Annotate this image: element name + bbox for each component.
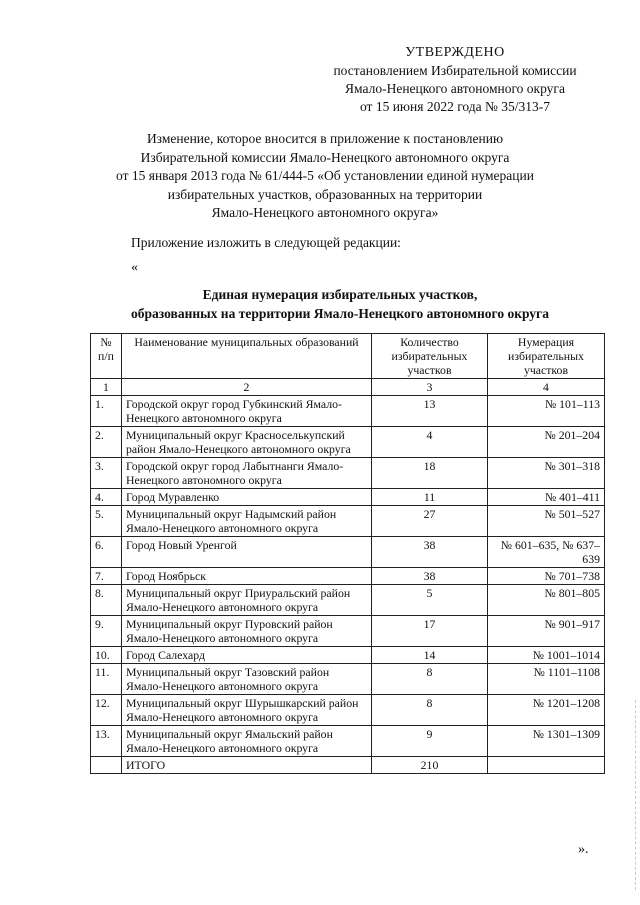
column-number: 1	[91, 379, 122, 396]
row-range: № 801–805	[488, 585, 605, 616]
table-row	[91, 537, 605, 568]
table-header-row	[91, 334, 605, 379]
row-name: Муниципальный округ Ямальский район Ямало-Ненецкого автономного округа	[122, 726, 372, 757]
total-label: ИТОГО	[122, 757, 372, 774]
row-range: № 601–635, № 637–639	[488, 537, 605, 568]
table-heading	[80, 285, 600, 323]
table-row	[91, 616, 605, 647]
change-line-4: избирательных участков, образованных на территории	[167, 186, 483, 202]
approval-line-3: от 15 июня 2022 года № 35/313-7	[359, 99, 550, 114]
table-row	[91, 489, 605, 506]
row-name: Муниципальный округ Шурышкарский район Ямало-Ненецкого автономного округа	[122, 695, 372, 726]
row-count: 27	[372, 506, 488, 537]
change-line-3: от 15 января 2013 года № 61/444-5 «Об установлении единой нумерации	[116, 168, 534, 183]
column-number: 3	[372, 379, 488, 396]
row-number: 10.	[91, 647, 122, 664]
row-range: № 1301–1309	[488, 726, 605, 757]
row-count: 38	[372, 568, 488, 585]
table-row	[91, 568, 605, 585]
table-row	[91, 427, 605, 458]
row-number: 7.	[91, 568, 122, 585]
row-range: № 201–204	[488, 427, 605, 458]
table-column-numbers-row	[91, 379, 605, 396]
approval-line-1: постановлением Избирательной комиссии	[333, 63, 577, 78]
scan-edge-line	[635, 700, 637, 890]
opening-quote: «	[131, 260, 138, 275]
row-name: Муниципальный округ Красноселькупский район Ямало-Ненецкого автономного округа	[122, 427, 372, 458]
table-row	[91, 664, 605, 695]
row-count: 17	[372, 616, 488, 647]
approval-line-2: Ямало-Ненецкого автономного округа	[345, 81, 565, 96]
row-number: 4.	[91, 489, 122, 506]
row-name: Муниципальный округ Пуровский район Ямало-Ненецкого автономного округа	[122, 616, 372, 647]
header-name: Наименование муниципальных образований	[122, 334, 372, 379]
row-number: 8.	[91, 585, 122, 616]
header-range: Нумерация избирательных участков	[488, 334, 605, 379]
row-range: № 701–738	[488, 568, 605, 585]
table-row	[91, 585, 605, 616]
change-title	[90, 130, 560, 223]
column-number: 4	[488, 379, 605, 396]
row-number: 2.	[91, 427, 122, 458]
row-name: Город Ноябрьск	[122, 568, 372, 585]
row-count: 14	[372, 647, 488, 664]
row-name: Городской округ город Губкинский Ямало-Ненецкого автономного округа	[122, 396, 372, 427]
row-count: 4	[372, 427, 488, 458]
precinct-table	[90, 333, 605, 774]
total-empty-cell	[91, 757, 122, 774]
row-number: 9.	[91, 616, 122, 647]
row-name: Муниципальный округ Надымский район Ямало-Ненецкого автономного округа	[122, 506, 372, 537]
row-range: № 401–411	[488, 489, 605, 506]
row-name: Городской округ город Лабытнанги Ямало-Ненецкого автономного округа	[122, 458, 372, 489]
heading-line-2: образованных на территории Ямало-Ненецкого автономного округа	[131, 306, 549, 321]
row-range: № 101–113	[488, 396, 605, 427]
row-number: 12.	[91, 695, 122, 726]
row-name: Город Муравленко	[122, 489, 372, 506]
row-count: 8	[372, 664, 488, 695]
table-row	[91, 695, 605, 726]
change-line-1: Изменение, которое вносится в приложение к постановлению	[146, 131, 504, 146]
total-empty-cell	[488, 757, 605, 774]
row-number: 1.	[91, 396, 122, 427]
column-number: 2	[122, 379, 372, 396]
row-name: Муниципальный округ Приуральский район Ямало-Ненецкого автономного округа	[122, 585, 372, 616]
row-range: № 501–527	[488, 506, 605, 537]
header-number: № п/п	[91, 334, 122, 379]
row-number: 5.	[91, 506, 122, 537]
row-count: 8	[372, 695, 488, 726]
row-range: № 301–318	[488, 458, 605, 489]
table-total-row	[91, 757, 605, 774]
row-number: 6.	[91, 537, 122, 568]
row-count: 18	[372, 458, 488, 489]
total-count: 210	[372, 757, 488, 774]
heading-line-1: Единая нумерация избирательных участков,	[202, 287, 478, 302]
closing-quote: ».	[578, 842, 589, 857]
change-line-2: Избирательной комиссии Ямало-Ненецкого автономного округа	[140, 149, 510, 165]
row-name: Город Салехард	[122, 647, 372, 664]
intro-text: Приложение изложить в следующей редакции:	[131, 235, 401, 250]
table-row	[91, 726, 605, 757]
row-range: № 1101–1108	[488, 664, 605, 695]
table-row	[91, 647, 605, 664]
approval-title: УТВЕРЖДЕНО	[405, 45, 505, 60]
row-name: Муниципальный округ Тазовский район Ямало-Ненецкого автономного округа	[122, 664, 372, 695]
row-number: 13.	[91, 726, 122, 757]
row-count: 38	[372, 537, 488, 568]
row-name: Город Новый Уренгой	[122, 537, 372, 568]
row-number: 11.	[91, 664, 122, 695]
row-count: 13	[372, 396, 488, 427]
table-row	[91, 506, 605, 537]
change-line-5: Ямало-Ненецкого автономного округа»	[211, 205, 439, 220]
row-count: 9	[372, 726, 488, 757]
row-range: № 1201–1208	[488, 695, 605, 726]
table-row	[91, 396, 605, 427]
table-row	[91, 458, 605, 489]
header-count: Количество избирательных участков	[372, 334, 488, 379]
row-number: 3.	[91, 458, 122, 489]
row-count: 5	[372, 585, 488, 616]
approval-block	[300, 44, 610, 116]
row-count: 11	[372, 489, 488, 506]
row-range: № 901–917	[488, 616, 605, 647]
row-range: № 1001–1014	[488, 647, 605, 664]
